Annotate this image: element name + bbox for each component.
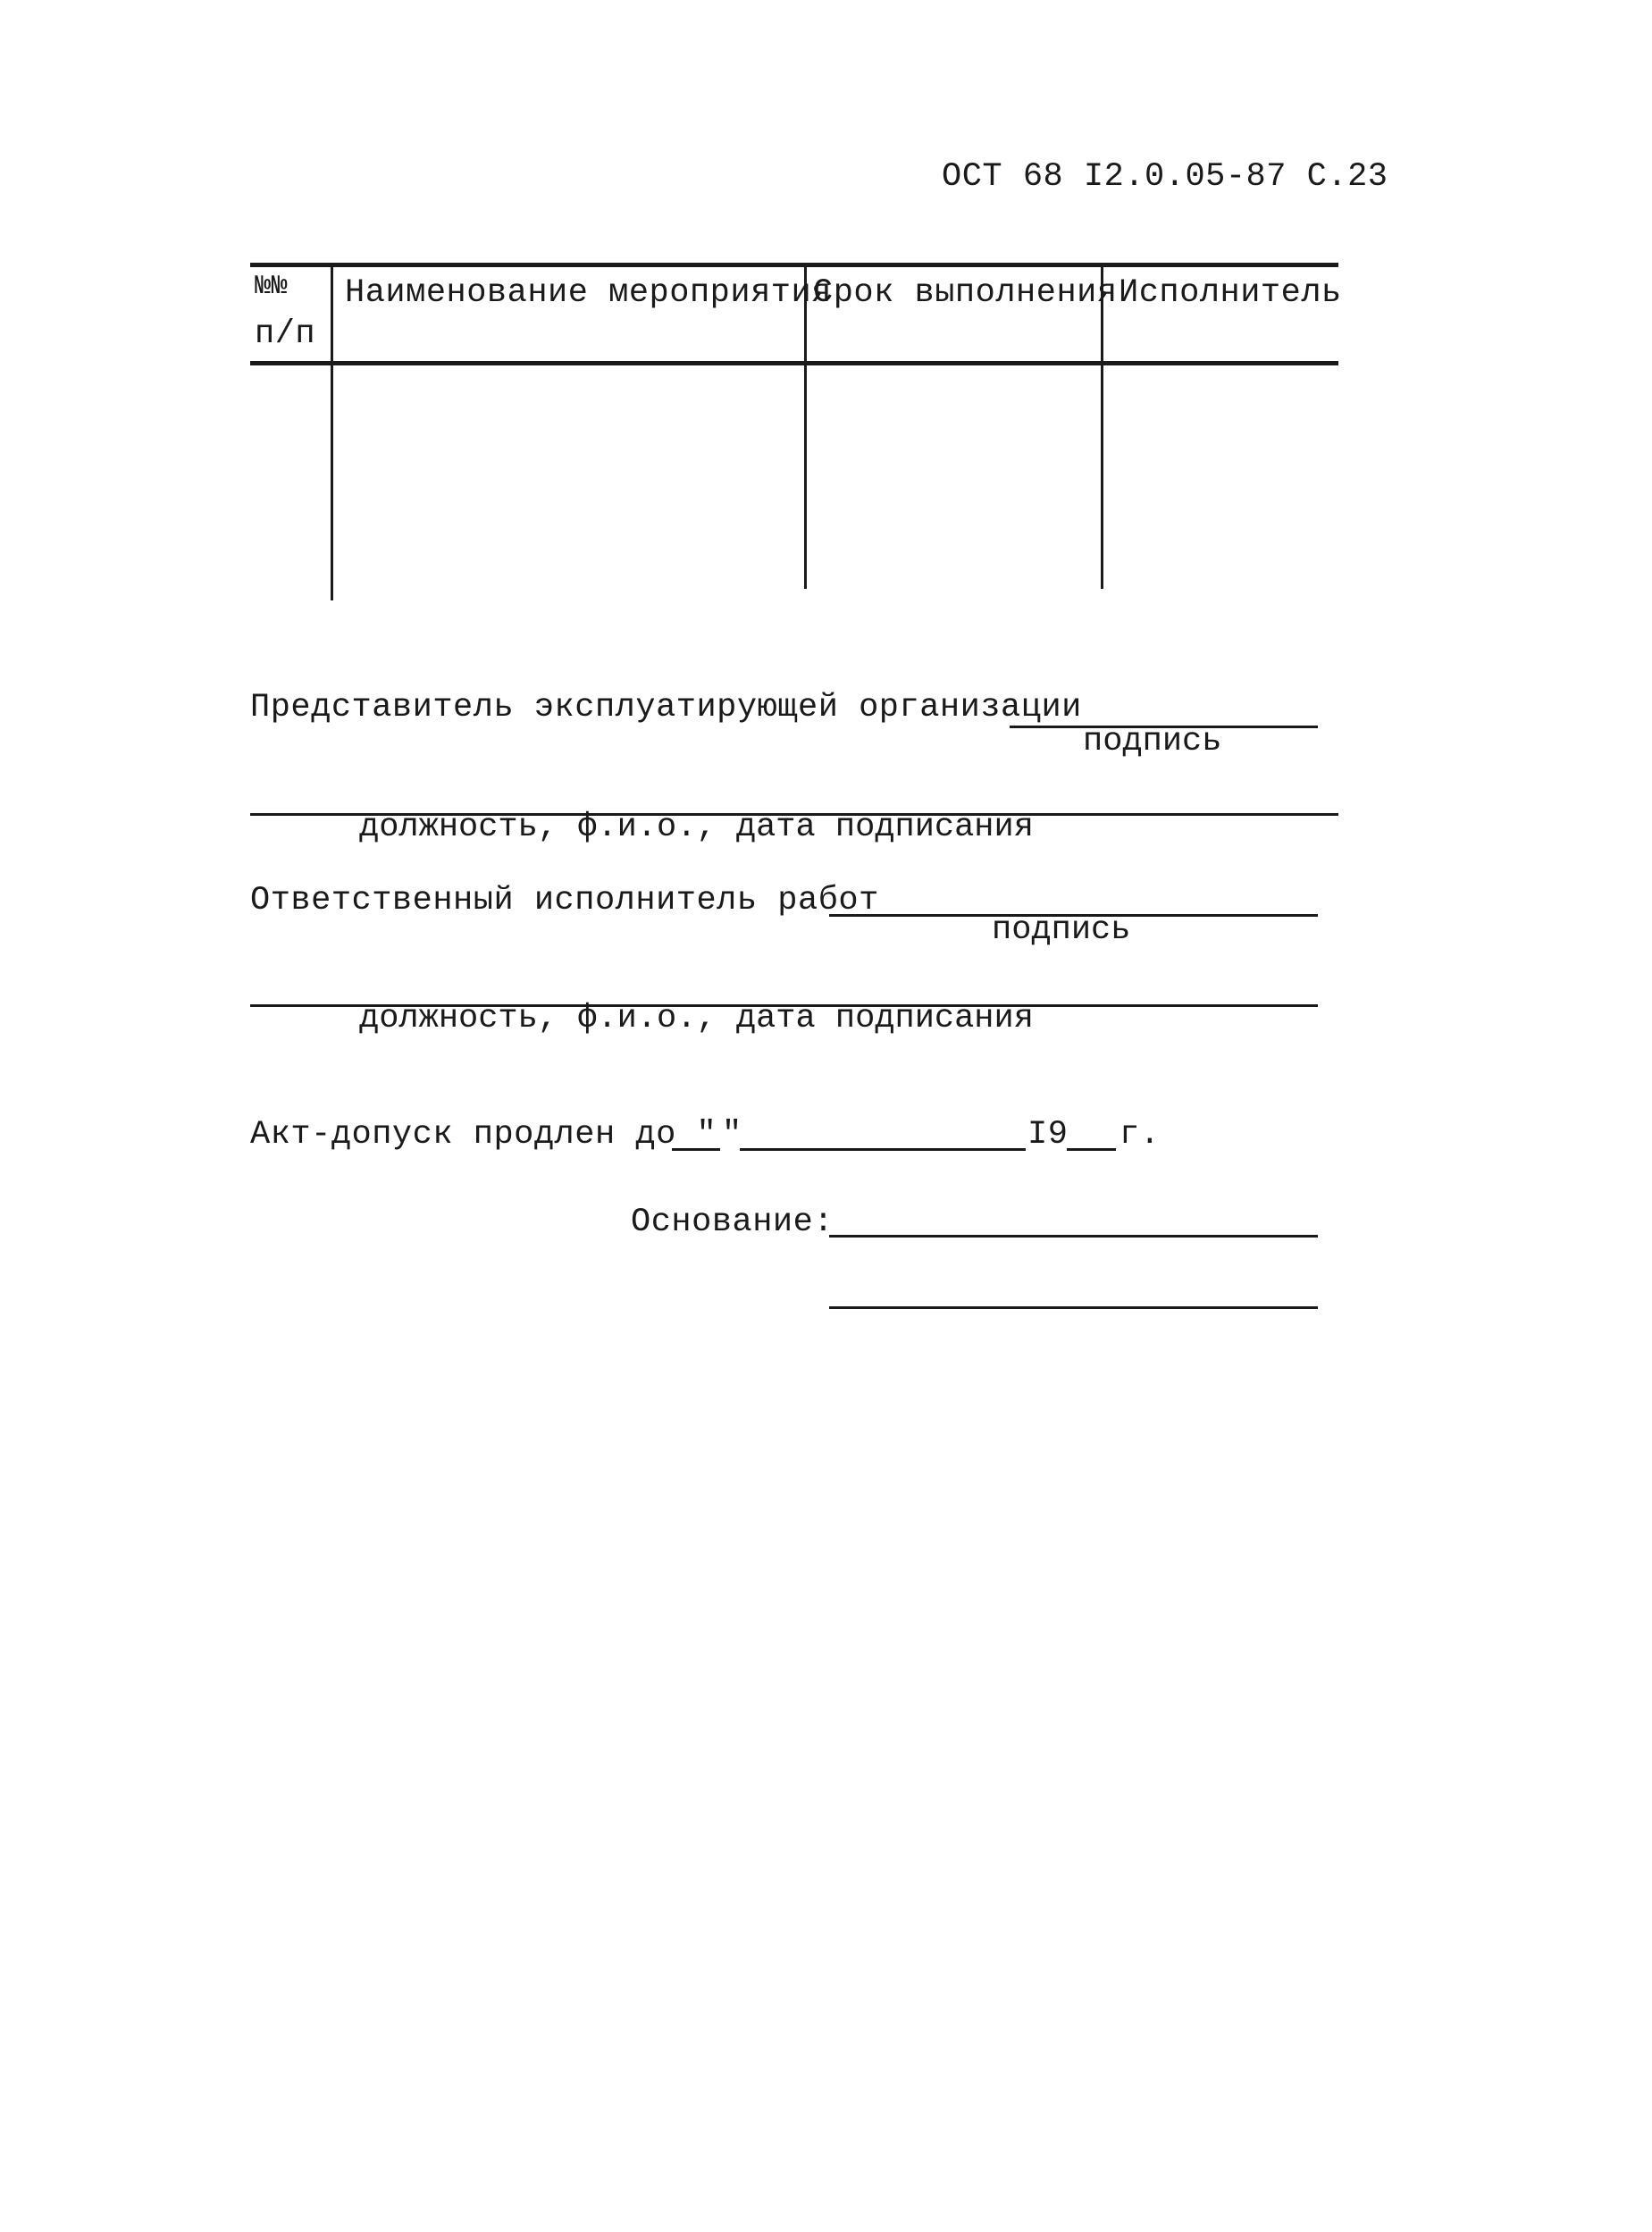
column-header-measure: Наименование мероприятия [345, 274, 832, 312]
extension-month-line[interactable] [740, 1148, 1026, 1151]
extension-year-suffix: г. [1120, 1116, 1161, 1154]
table-header-border [250, 361, 1338, 365]
responsible-details-caption: должность, ф.и.о., дата подписания [359, 1000, 1034, 1037]
extension-year-line[interactable] [1067, 1148, 1116, 1151]
operator-details-caption: должность, ф.и.о., дата подписания [359, 809, 1034, 846]
responsible-label: Ответственный исполнитель работ [250, 882, 879, 919]
extension-year-prefix: I9 [1027, 1116, 1069, 1154]
responsible-signature-caption: подпись [992, 911, 1131, 949]
document-reference: ОСТ 68 I2.0.05-87 С.23 [942, 158, 1388, 196]
operator-signature-caption: подпись [1083, 723, 1222, 760]
extension-label: Акт-допуск продлен до " [250, 1116, 717, 1154]
extension-day-line[interactable] [672, 1148, 720, 1151]
column-header-deadline: Срок выполнения [813, 274, 1118, 312]
table-top-border [250, 263, 1338, 267]
basis-label: Основание: [631, 1204, 834, 1241]
basis-line-1[interactable] [829, 1235, 1318, 1238]
basis-line-2[interactable] [829, 1306, 1318, 1309]
extension-quote-close: " [722, 1116, 742, 1154]
operator-rep-label: Представитель эксплуатирующей организации [250, 689, 1082, 726]
column-header-number-sub: п/п [255, 315, 316, 353]
column-header-number: №№ [255, 272, 289, 302]
column-header-executor: Исполнитель [1119, 274, 1342, 312]
table-divider-1 [331, 263, 333, 600]
